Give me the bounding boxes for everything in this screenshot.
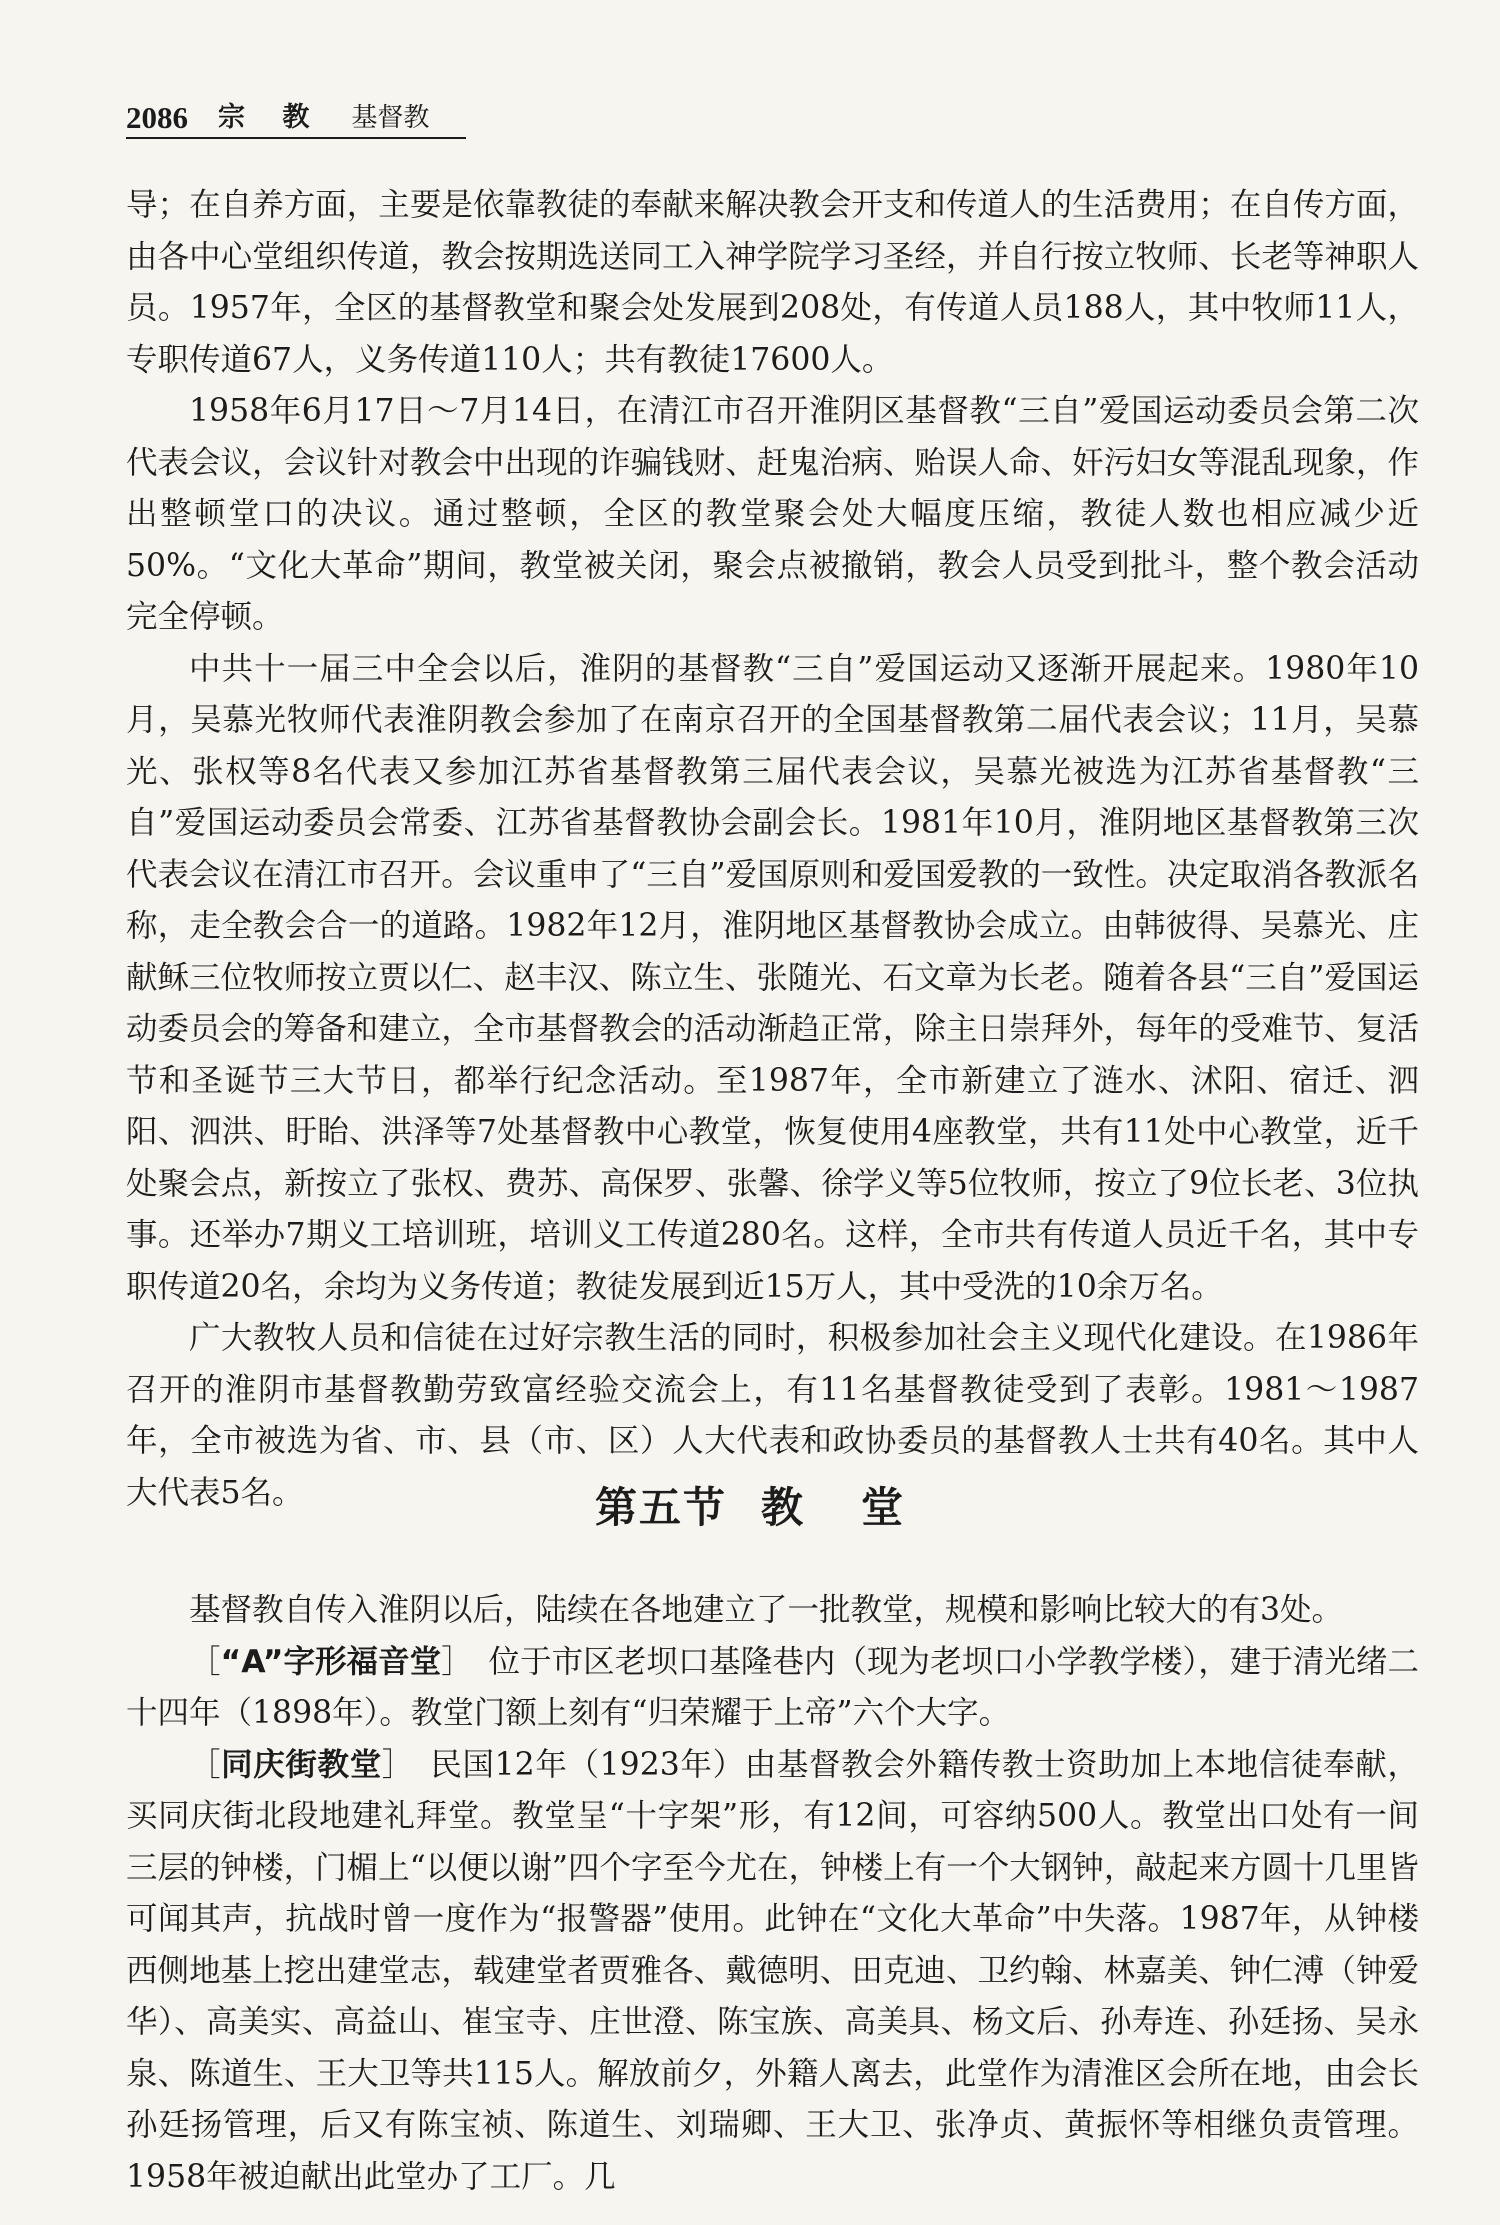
- entry-text: 位于市区老坝口基隆巷内（现为老坝口小学教学楼），建于清光绪二十四年（1898年）。教堂门额上刻有“归荣耀于上帝”六个大字。: [126, 1643, 1419, 1731]
- paragraph: 1958年6月17日～7月14日，在清江市召开淮阴区基督教“三自”爱国运动委员会第二次代表会议，会议针对教会中出现的诈骗钱财、赶鬼治病、贻误人命、奸污妇女等混乱现象，作出整顿堂口的决议。通过整顿，全区的教堂聚会处大幅度压缩，教徒人数也相应减少近50%。“文化大革命”期间，教堂被关闭，聚会点被撤销，教会人员受到批斗，整个教会活动完全停顿。: [126, 393, 1419, 635]
- paragraph: 基督教自传入淮阴以后，陆续在各地建立了一批教堂，规模和影响比较大的有3处。: [189, 1592, 1344, 1628]
- body-text-bottom: [126, 1585, 1419, 2203]
- header-section: 宗 教: [218, 102, 324, 133]
- paragraph: 导；在自养方面，主要是依靠教徒的奉献来解决教会开支和传道人的生活费用；在自传方面，由各中心堂组织传道，教会按期选送同工入神学院学习圣经，并自行按立牧师、长老等神职人员。1957年，全区的基督教堂和聚会处发展到208处，有传道人员188人，其中牧师11人，专职传道67人，义务传道110人；共有教徒17600人。: [126, 187, 1419, 378]
- body-text-top: [126, 180, 1419, 1519]
- entry-text: 民国12年（1923年）由基督教会外籍传教士资助加上本地信徒奉献，买同庆街北段地建礼拜堂。教堂呈“十字架”形，有12间，可容纳500人。教堂出口处有一间三层的钟楼，门楣上“以便以谢”四个字至今尤在，钟楼上有一个大钢钟，敲起来方圆十几里皆可闻其声，抗战时曾一度作为“报警器”使用。此钟在“文化大革命”中失落。1987年，从钟楼西侧地基上挖出建堂志，载建堂者贾雅各、戴德明、田克迪、卫约翰、林嘉美、钟仁溥（钟爱华）、高美实、高益山、崔宝寺、庄世澄、陈宝族、高美具、杨文后、孙寿连、孙廷扬、吴永泉、陈道生、王大卫等共115人。解放前夕，外籍人离去，此堂作为清淮区会所在地，由会长孙廷扬管理，后又有陈宝祯、陈道生、刘瑞卿、王大卫、张净贞、黄振怀等相继负责管理。1958年被迫献出此堂办了工厂。几: [126, 1746, 1419, 2195]
- entry-label: “A”字形福音堂: [220, 1643, 442, 1680]
- section-heading: [0, 1478, 1500, 1538]
- entry-bracket: ［: [189, 1643, 221, 1680]
- header-subsection: 基督教: [351, 103, 430, 133]
- paragraph: 中共十一届三中全会以后，淮阴的基督教“三自”爱国运动又逐渐开展起来。1980年10月，吴慕光牧师代表淮阴教会参加了在南京召开的全国基督教第二届代表会议；11月，吴慕光、张权等8名代表又参加江苏省基督教第三届代表会议，吴慕光被选为江苏省基督教“三自”爱国运动委员会常委、江苏省基督教协会副会长。1981年10月，淮阴地区基督教第三次代表会议在清江市召开。会议重申了“三自”爱国原则和爱国爱教的一致性。决定取消各教派名称，走全教会合一的道路。1982年12月，淮阴地区基督教协会成立。由韩彼得、吴慕光、庄献稣三位牧师按立贾以仁、赵丰汉、陈立生、张随光、石文章为长老。随着各县“三自”爱国运动委员会的筹备和建立，全市基督教会的活动渐趋正常，除主日崇拜外，每年的受难节、复活节和圣诞节三大节日，都举行纪念活动。至1987年，全市新建立了涟水、沭阳、宿迁、泗阳、泗洪、盱眙、洪泽等7处基督教中心教堂，恢复使用4座教堂，共有11处中心教堂，近千处聚会点，新按立了张权、费苏、高保罗、张馨、徐学义等5位牧师，按立了9位长老、3位执事。还举办7期义工培训班，培训义工传道280名。这样，全市共有传道人员近千名，其中专职传道20名，余均为义务传道；教徒发展到近15万人，其中受洗的10余万名。: [126, 650, 1419, 1305]
- entry-paragraph: [126, 1637, 1419, 1740]
- page-number: 2086: [126, 100, 188, 135]
- entry-bracket: ］: [441, 1643, 457, 1680]
- entry-bracket: ［: [189, 1746, 222, 1783]
- header-rule: [126, 137, 466, 139]
- section-title-char: 堂: [861, 1483, 906, 1532]
- running-header: [126, 96, 466, 136]
- section-title-char: 教: [760, 1483, 805, 1532]
- entry-label: 同庆街教堂: [221, 1746, 382, 1783]
- section-number: 第五节: [594, 1483, 727, 1532]
- entry-bracket: ］: [381, 1746, 399, 1783]
- entry-paragraph: [126, 1740, 1419, 2204]
- paragraph: 广大教牧人员和信徒在过好宗教生活的同时，积极参加社会主义现代化建设。在1986年召开的淮阴市基督教勤劳致富经验交流会上，有11名基督教徒受到了表彰。1981～1987年，全市被选为省、市、县（市、区）人大代表和政协委员的基督教人士共有40名。其中人大代表5名。: [126, 1320, 1419, 1511]
